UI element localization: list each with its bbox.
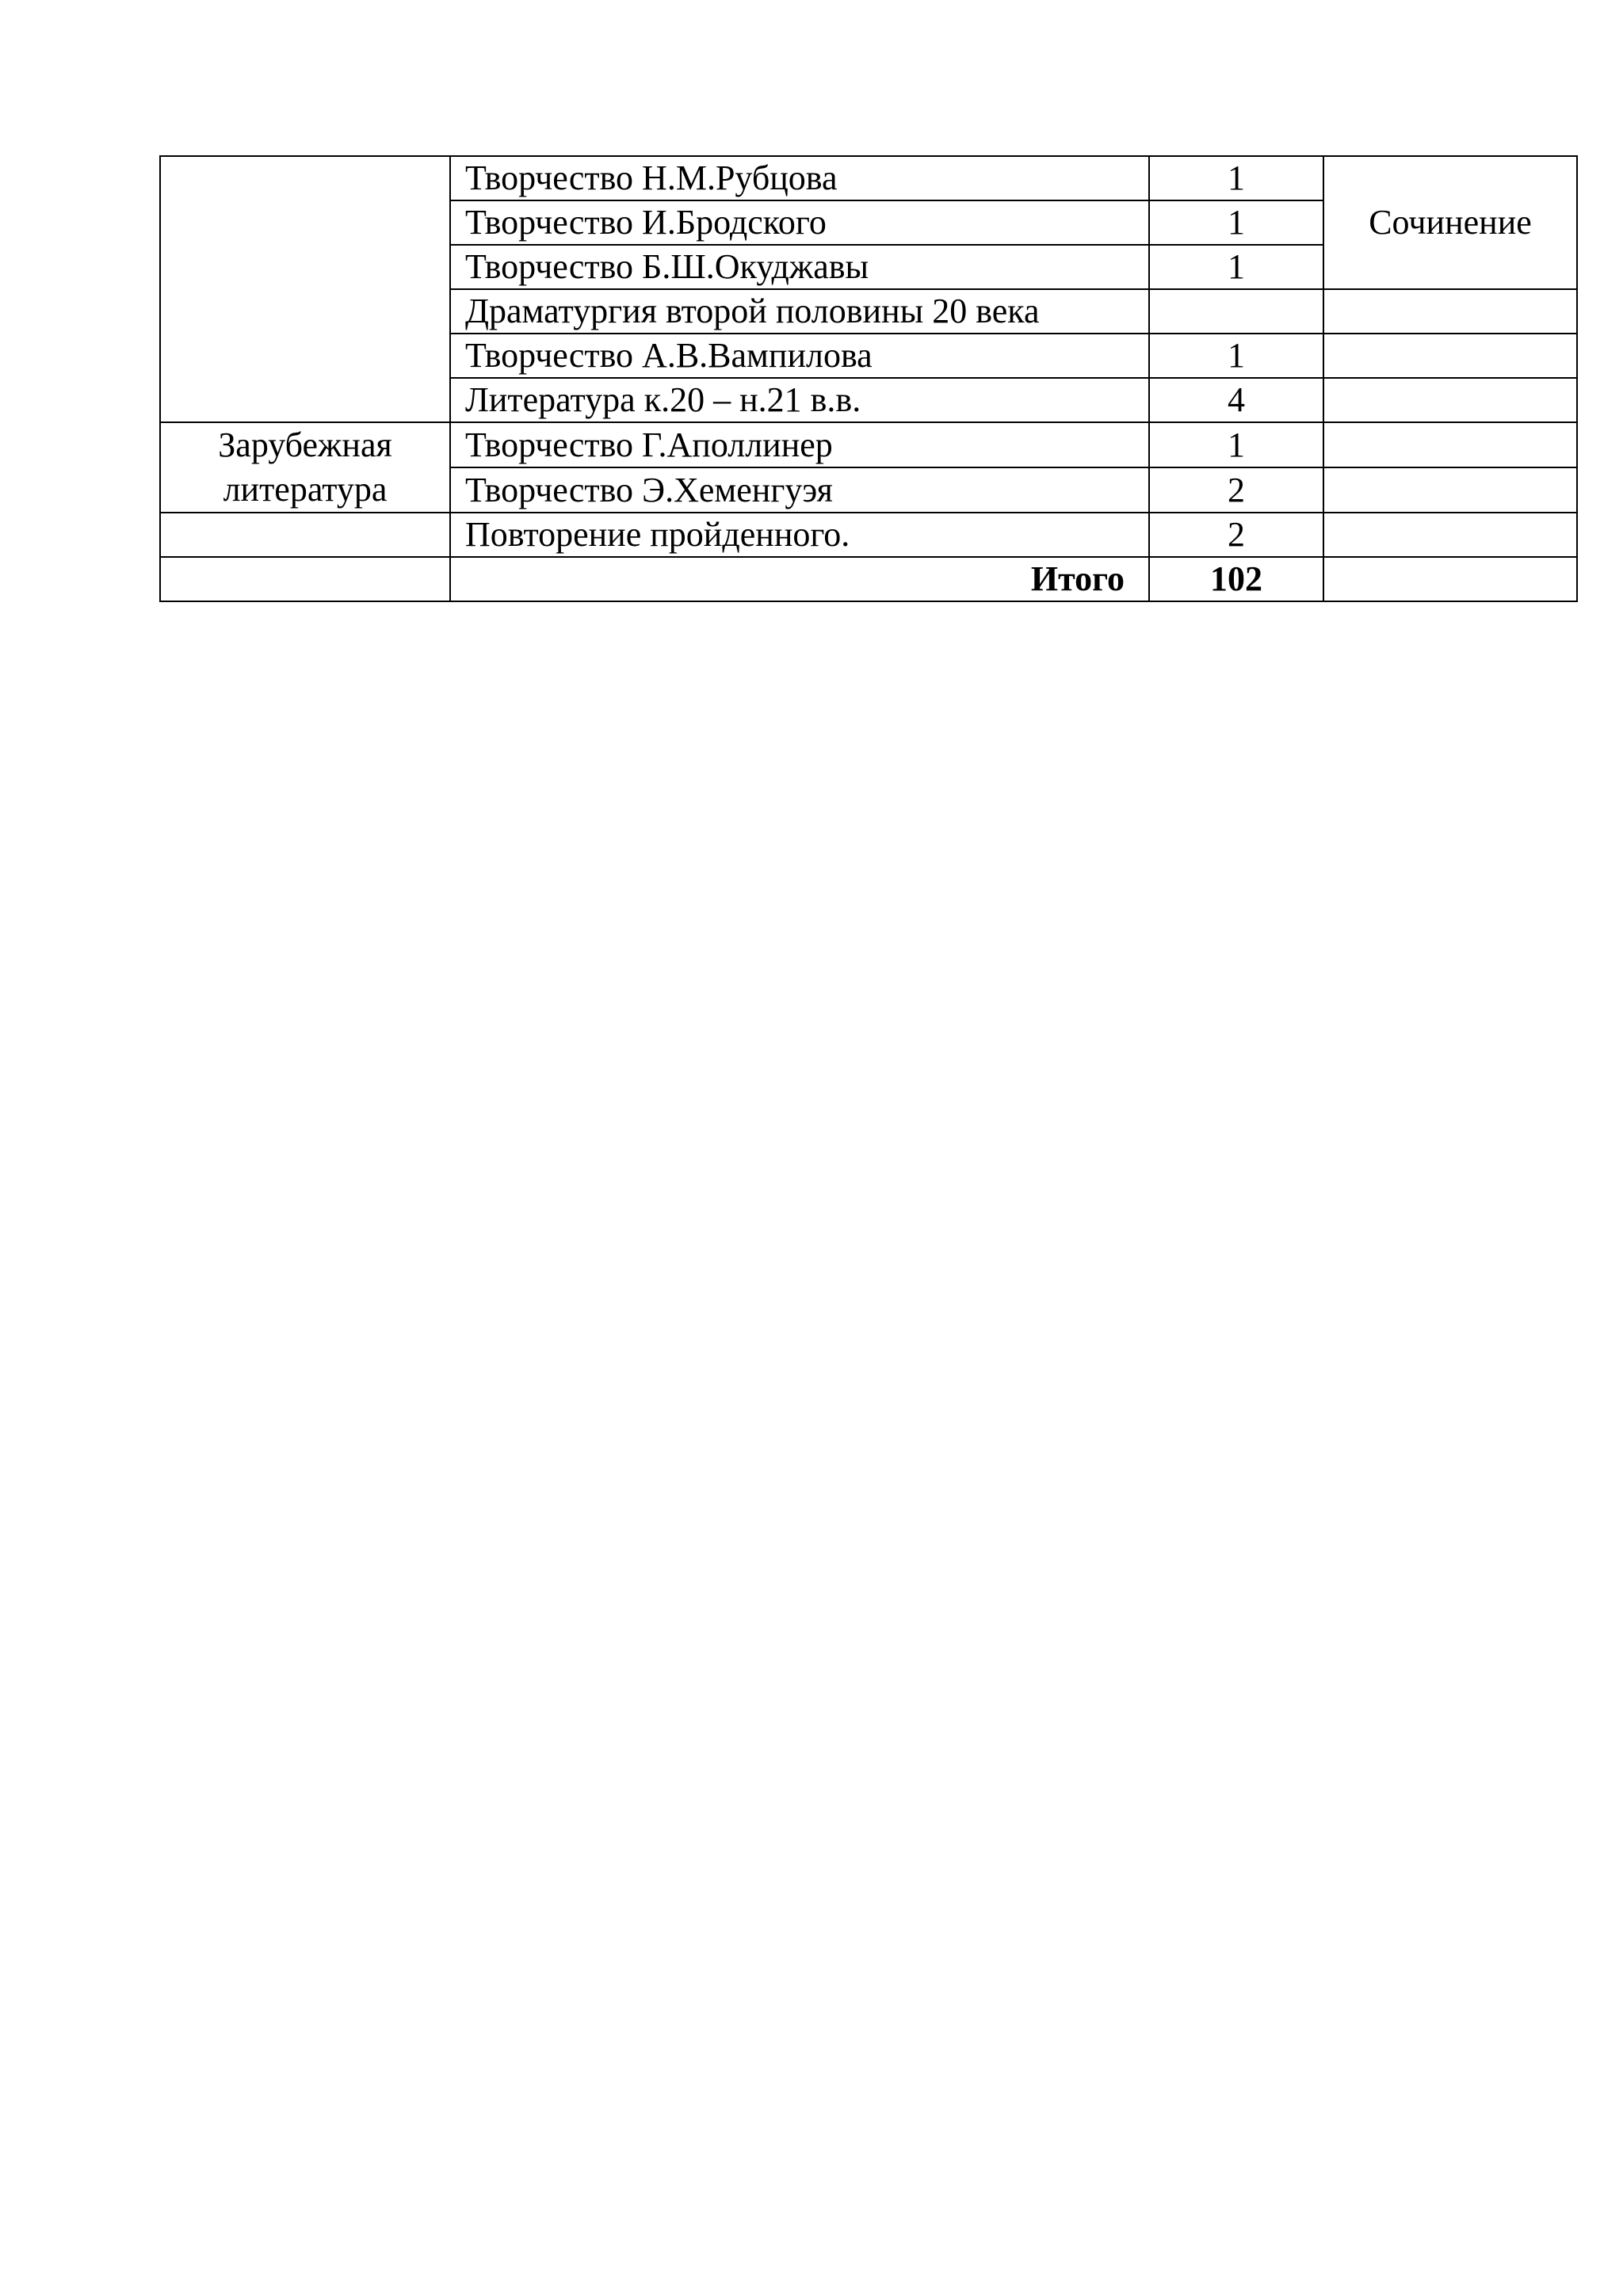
hours-cell: 1 [1149,334,1323,378]
section-label-line2: литература [223,470,388,509]
section-cell-foreign-literature [160,422,450,513]
section-label-line1: Зарубежная [218,425,392,464]
control-form-cell-empty [1323,557,1577,601]
section-cell-empty [160,513,450,557]
topic-cell: Повторение пройденного. [450,513,1149,557]
hours-cell: 1 [1149,200,1323,245]
section-cell-empty [160,557,450,601]
total-row [160,557,1577,601]
control-form-cell-empty [1323,289,1577,334]
hours-cell: 1 [1149,422,1323,467]
hours-cell [1149,289,1323,334]
control-form-cell-empty [1323,422,1577,467]
control-form-cell-empty [1323,334,1577,378]
topic-cell: Творчество А.В.Вампилова [450,334,1149,378]
topic-cell: Творчество И.Бродского [450,200,1149,245]
control-form-cell: Сочинение [1323,156,1577,289]
topic-cell: Драматургия второй половины 20 века [450,289,1149,334]
hours-cell: 2 [1149,513,1323,557]
topic-cell: Творчество Э.Хеменгуэя [450,467,1149,513]
topic-cell: Творчество Н.М.Рубцова [450,156,1149,200]
hours-cell: 1 [1149,156,1323,200]
topic-cell: Творчество Б.Ш.Окуджавы [450,245,1149,289]
control-form-cell-empty [1323,467,1577,513]
total-label: Итого [450,557,1149,601]
hours-cell: 1 [1149,245,1323,289]
table-row [160,156,1577,200]
table-row [160,513,1577,557]
curriculum-table [159,155,1578,602]
hours-cell: 2 [1149,467,1323,513]
topic-cell: Творчество Г.Аполлинер [450,422,1149,467]
topic-cell: Литература к.20 – н.21 в.в. [450,378,1149,422]
hours-cell: 4 [1149,378,1323,422]
section-cell-empty [160,156,450,422]
control-form-cell-empty [1323,378,1577,422]
control-form-cell-empty [1323,513,1577,557]
total-hours: 102 [1149,557,1323,601]
table-row [160,422,1577,467]
